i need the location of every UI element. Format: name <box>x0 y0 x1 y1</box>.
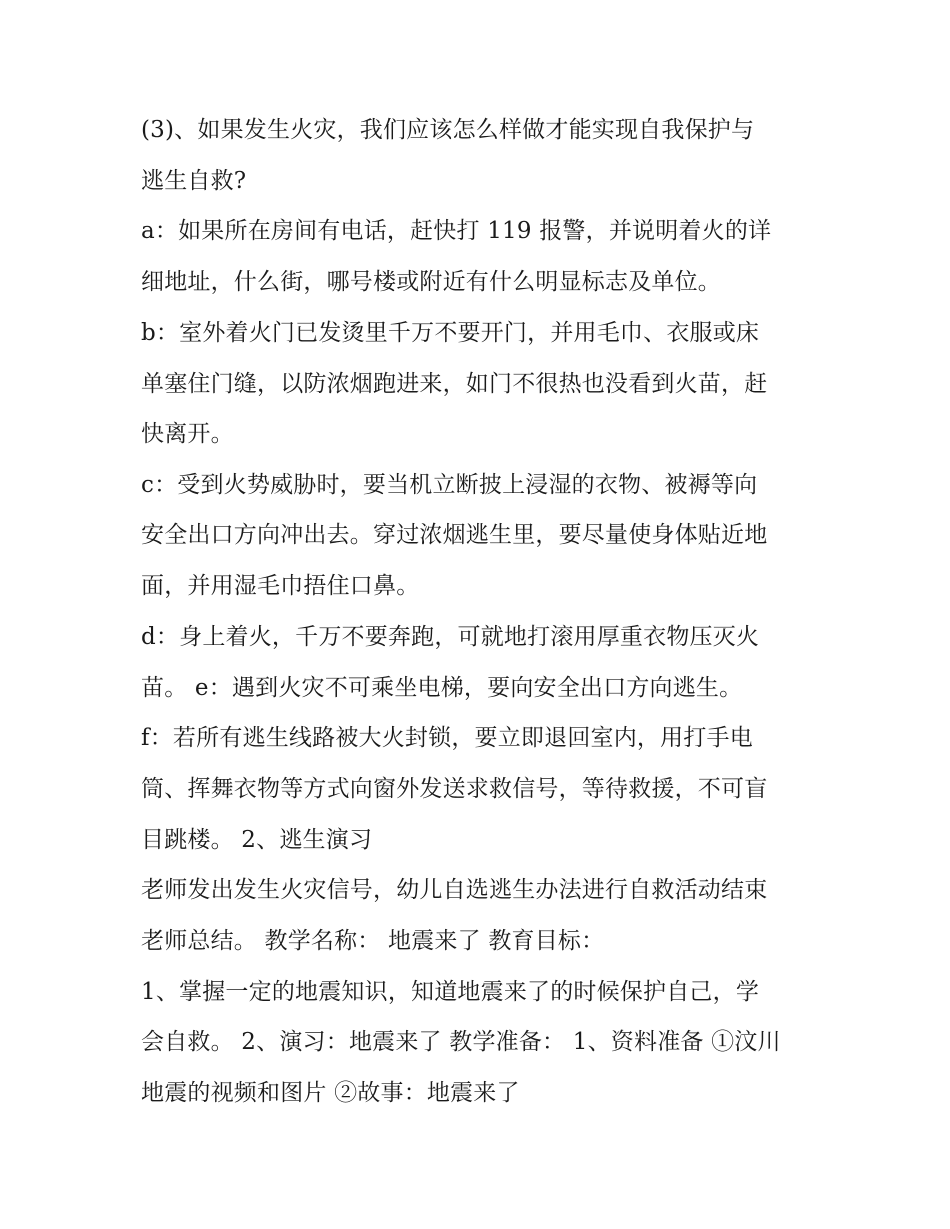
text-line: 目跳楼。 2、逃生演习 <box>141 827 373 853</box>
text-line: 逃生自救? <box>141 168 247 194</box>
text-line: 1、掌握一定的地震知识，知道地震来了的时候保护自己，学 <box>141 979 760 1005</box>
text-line: 老师发出发生火灾信号，幼儿自选逃生办法进行自救活动结束 <box>141 877 768 903</box>
text-line: 苗。 e：遇到火灾不可乘坐电梯，要向安全出口方向逃生。 <box>141 675 743 701</box>
text-line: a：如果所在房间有电话，赶快打 119 报警，并说明着火的详 <box>141 218 772 244</box>
text-line: f：若所有逃生线路被大火封锁，要立即退回室内，用打手电 <box>141 725 753 751</box>
text-line: 老师总结。 教学名称： 地震来了 教育目标： <box>141 928 605 954</box>
text-line: 地震的视频和图片 ②故事：地震来了 <box>141 1080 520 1106</box>
text-line: 会自救。 2、演习：地震来了 教学准备： 1、资料准备 ①汶川 <box>141 1029 781 1055</box>
text-line: d：身上着火，千万不要奔跑，可就地打滚用厚重衣物压灭火 <box>141 624 760 650</box>
text-line: 单塞住门缝，以防浓烟跑进来，如门不很热也没看到火苗，赶 <box>141 371 768 397</box>
text-line: 面，并用湿毛巾捂住口鼻。 <box>141 573 420 599</box>
text-line: c：受到火势威胁时，要当机立断披上浸湿的衣物、被褥等向 <box>141 472 758 498</box>
text-line: 快离开。 <box>141 421 234 447</box>
text-line: (3)、如果发生火灾，我们应该怎么样做才能实现自我保护与 <box>141 117 755 143</box>
text-line: 细地址，什么街，哪号楼或附近有什么明显标志及单位。 <box>141 269 721 295</box>
text-line: b：室外着火门已发烫里千万不要开门，并用毛巾、衣服或床 <box>141 320 760 346</box>
text-line: 筒、挥舞衣物等方式向窗外发送求救信号，等待救援，不可盲 <box>141 776 768 802</box>
text-line: 安全出口方向冲出去。穿过浓烟逃生里，要尽量使身体贴近地 <box>141 522 768 548</box>
